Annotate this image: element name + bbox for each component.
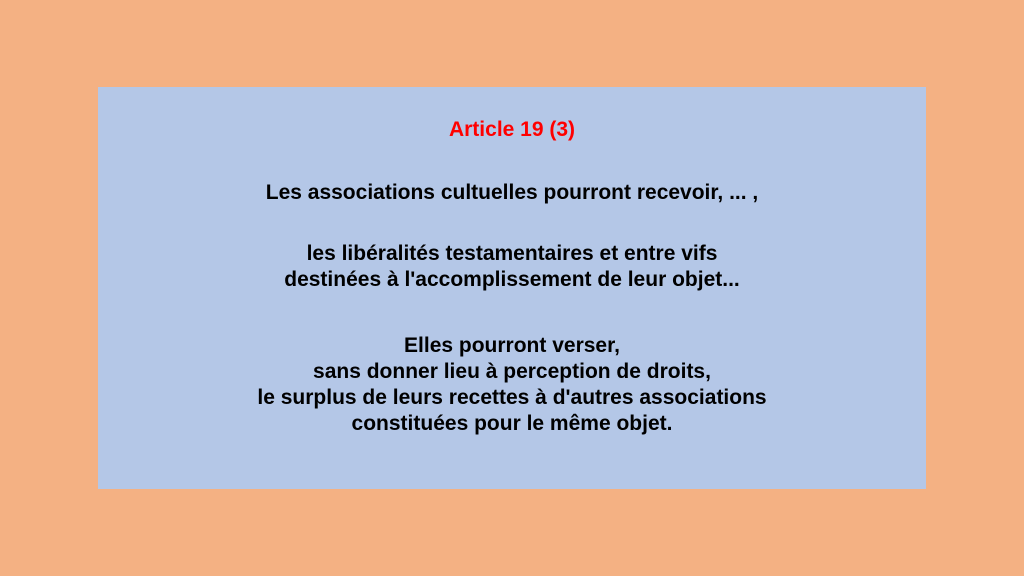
paragraph-2-line-2: destinées à l'accomplissement de leur objet... (284, 268, 740, 291)
paragraph-3-line-3: le surplus de leurs recettes à d'autres associations (257, 386, 767, 409)
paragraph-2 (98, 241, 926, 293)
paragraph-3-line-4: constituées pour le même objet. (351, 412, 673, 435)
paragraph-3-line-2: sans donner lieu à perception de droits, (313, 360, 711, 383)
paragraph-2-line-1: les libéralités testamentaires et entre vifs (306, 242, 718, 265)
paragraph-1 (98, 180, 926, 206)
article-title: Article 19 (3) (448, 118, 576, 141)
paragraph-3-line-1: Elles pourront verser, (404, 334, 620, 357)
paragraph-1-line-1: Les associations cultuelles pourront recevoir, ... , (265, 181, 759, 204)
paragraph-3 (98, 333, 926, 437)
text-box (98, 87, 926, 489)
